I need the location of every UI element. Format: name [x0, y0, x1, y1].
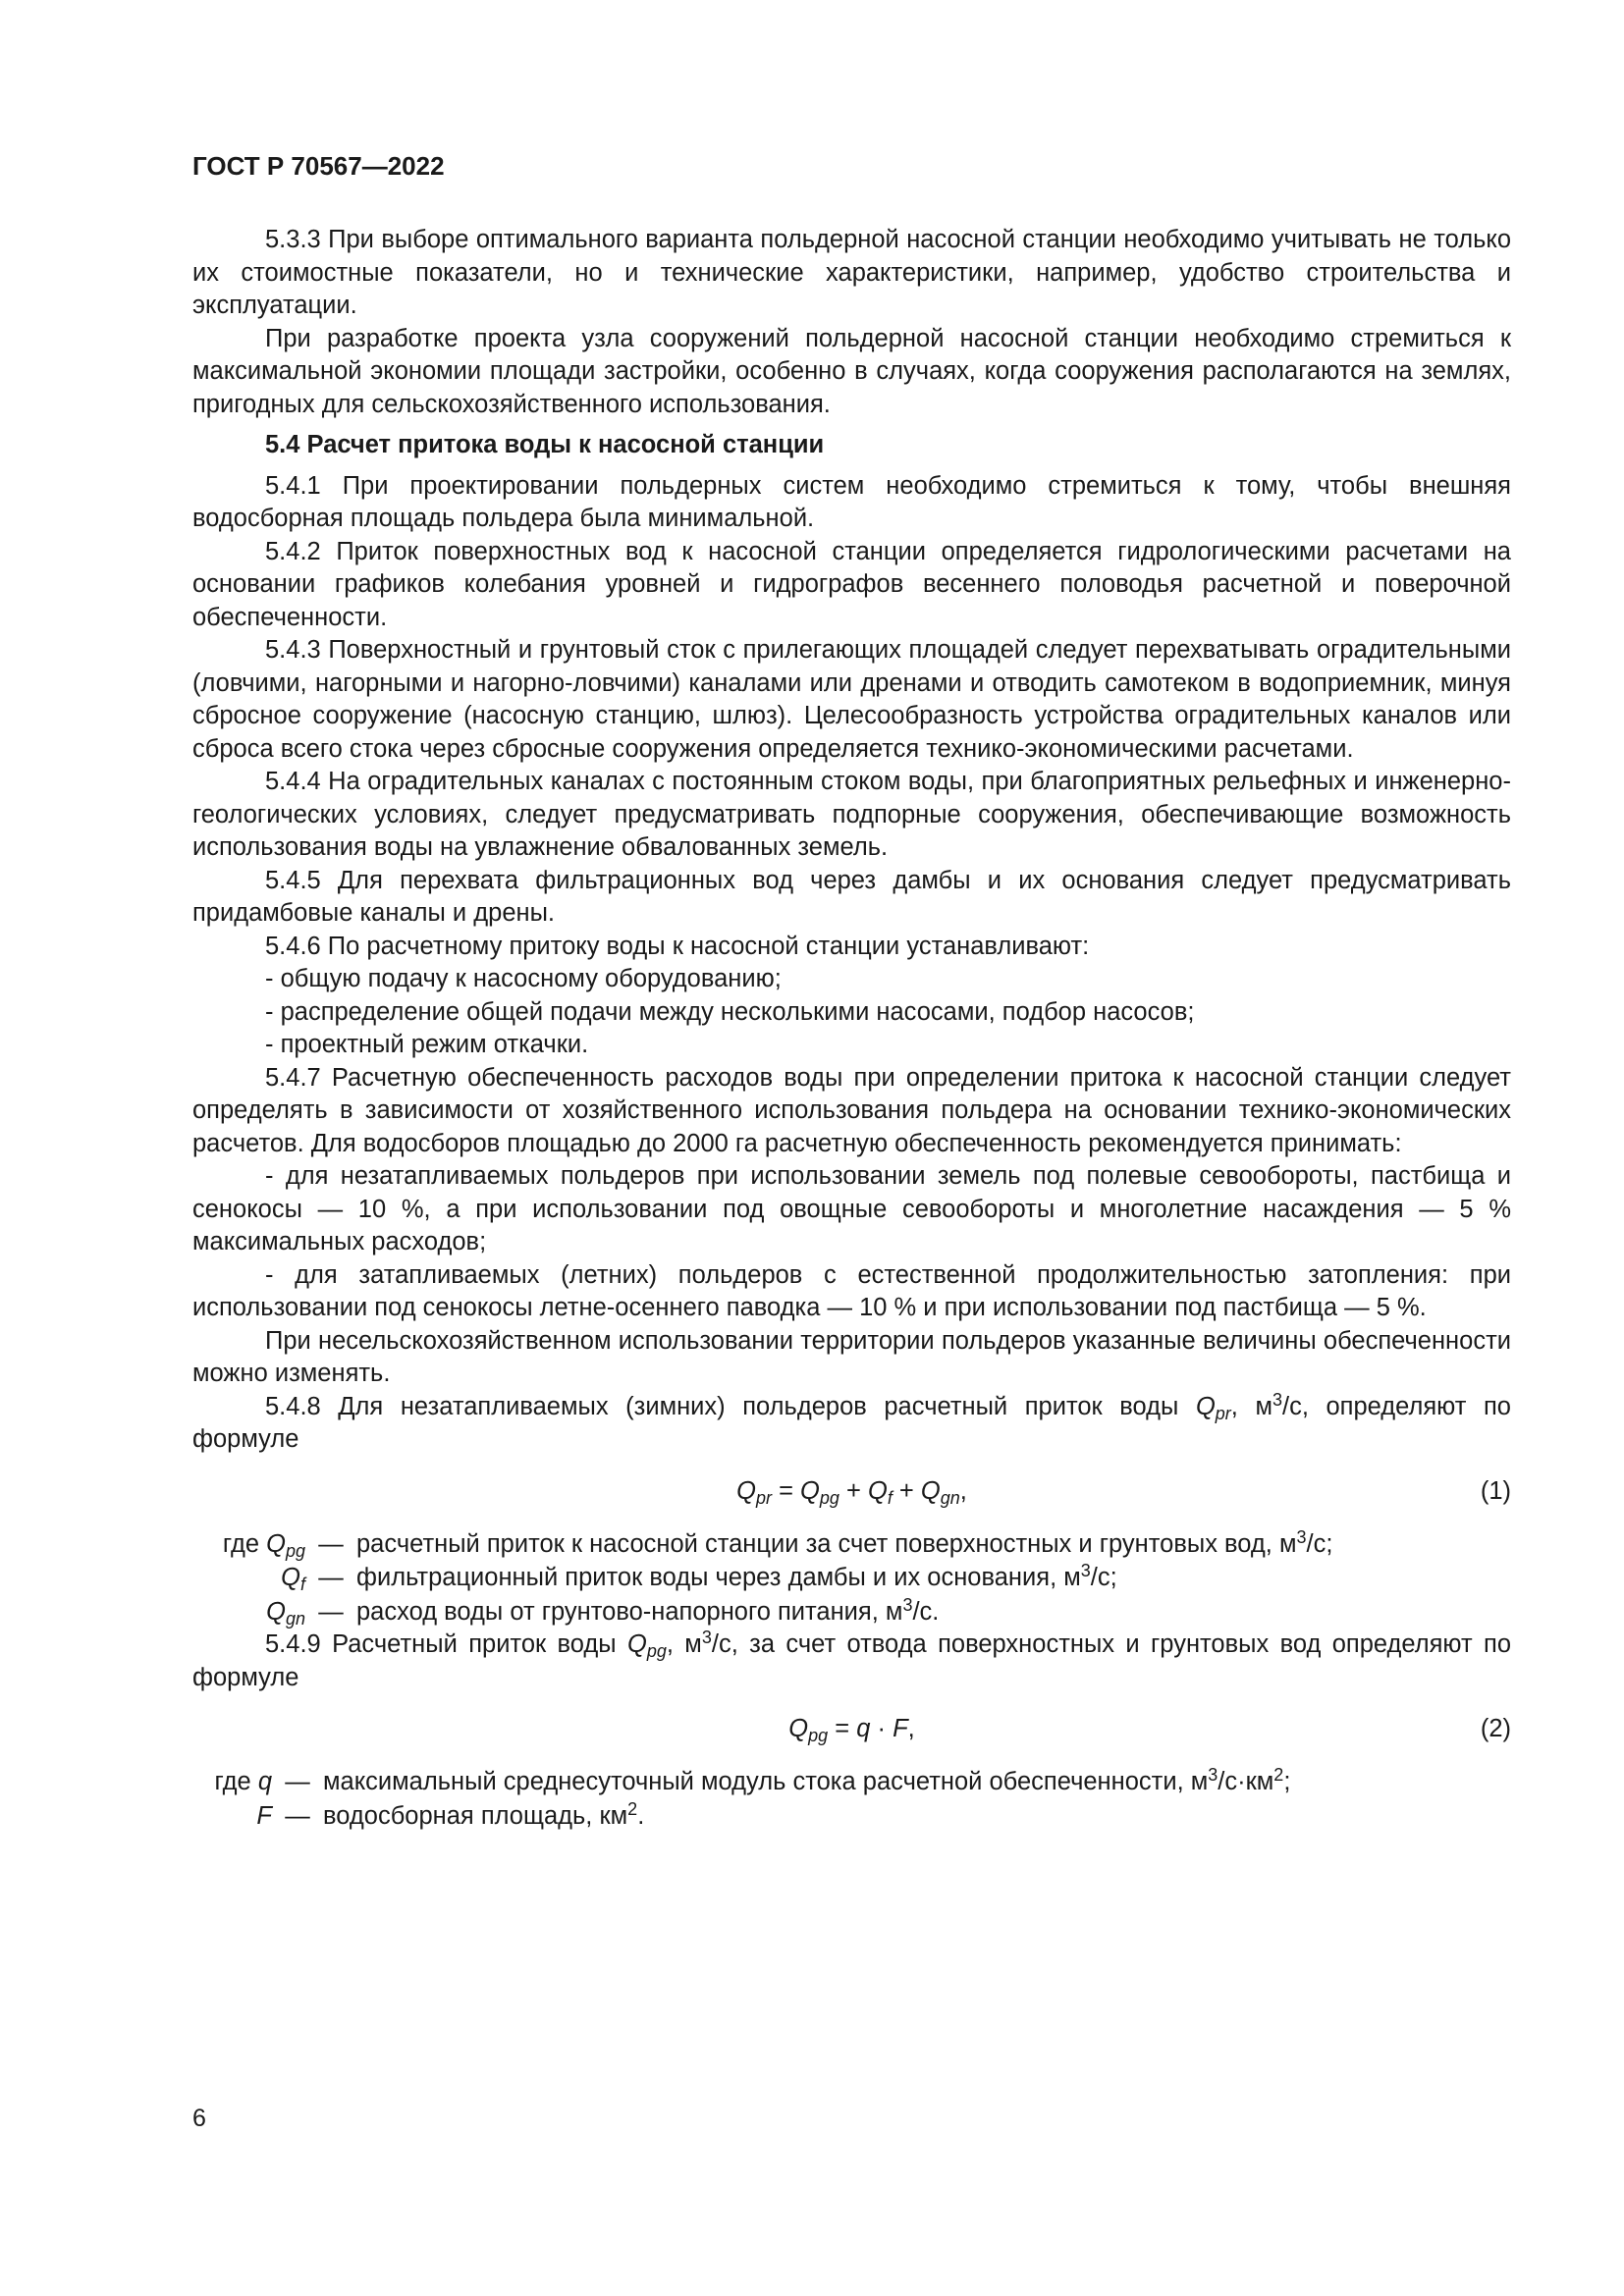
formula-1-expression: $Q_{pr} = Q_{pg} + Q_f + Q_{gn}$,: [736, 1476, 967, 1508]
paragraph-5-4-3: 5.4.3 Поверхностный и грунтовый сток с прилегающих площадей следует перехватывать оградительными (ловчими, нагорными и нагорно-ловчими) каналами или дренами и отводить самотеком в водоприемник, минуя сбросное сооружение (насосную станцию, шлюз). Целесообразность устройства оградительных каналов или сброса всего стока через сбросные сооружения определяется технико-экономическими расчетами.: [192, 636, 1511, 763]
list-item: - для затапливаемых (летних) польдеров с естественной продолжительностью затопления: при использовании под сенокосы летне-осеннего паводка — 10 % и при использовании под пастбища — 5 %.: [192, 1260, 1511, 1321]
list-item: - для незатапливаемых польдеров при использовании земель под полевые севообороты, пастбища и сенокосы — 10 %, а при использовании под овощные севообороты и многолетние насаждения — 5 % максимальных расходов;: [192, 1162, 1511, 1255]
document-body: [192, 224, 1511, 1833]
formula-1: [192, 1463, 1511, 1520]
paragraph-5-4-6: 5.4.6 По расчетному притоку воды к насосной станции устанавливают:: [265, 932, 1090, 960]
paragraph-5-4-7-note: При несельскохозяйственном использовании территории польдеров указанные величины обеспеченности можно изменять.: [192, 1326, 1511, 1387]
formula-1-legend-row: $Q_f$ — фильтрационный приток воды через дамбы и их основания, $м^3/с$;: [281, 1561, 1117, 1594]
formula-2-expression: $Q_{pg} = q \cdot F$,: [788, 1715, 915, 1745]
formula-2-legend-row: F — водосборная площадь, $км^2$.: [256, 1798, 645, 1830]
formula-1-legend-row: $Q_{gn}$ — расход воды от грунтово-напорного питания, $м^3/с$.: [266, 1594, 940, 1629]
paragraph-5-3-3-continued: При разработке проекта узла сооружений польдерной насосной станции необходимо стремиться к максимальной экономии площади застройки, особенно в случаях, когда сооружения располагаются на землях, пригодных для сельскохозяйственного использования.: [192, 324, 1511, 418]
formula-2-legend-row: где q — максимальный среднесуточный модуль стока расчетной обеспеченности, $м^3/с\cdot км^2$;: [214, 1765, 1291, 1795]
document-header: ГОСТ Р 70567—2022: [192, 151, 445, 181]
paragraph-5-4-4: 5.4.4 На оградительных каналах с постоянным стоком воды, при благоприятных рельефных и инженерно-геологических условиях, следует предусматривать подпорные сооружения, обеспечивающие возможность использования воды на увлажнение обвалованных земель.: [192, 768, 1511, 861]
paragraph-5-4-7: 5.4.7 Расчетную обеспеченность расходов воды при определении притока к насосной станции следует определять в зависимости от хозяйственного использования польдера на основании технико-экономических расчетов. Для водосборов площадью до 2000 га расчетную обеспеченность рекомендуется принимать:: [192, 1063, 1511, 1157]
paragraph-5-4-2: 5.4.2 Приток поверхностных вод к насосной станции определяется гидрологическими расчетами на основании графиков колебания уровней и гидрографов весеннего половодья расчетной и поверочной обеспеченности.: [192, 537, 1511, 631]
paragraph-5-4-1: 5.4.1 При проектировании польдерных систем необходимо стремиться к тому, чтобы внешняя водосборная площадь польдера была минимальной.: [192, 471, 1511, 532]
formula-2: [192, 1700, 1511, 1757]
list-item: - распределение общей подачи между несколькими насосами, подбор насосов;: [265, 997, 1195, 1026]
paragraph-5-4-9: 5.4.9 Расчетный приток воды $Q_{pg}$, $м^3/с$, за счет отвода поверхностных и грунтовых вод определяют по формуле: [192, 1628, 1511, 1691]
paragraph-5-3-3: 5.3.3 При выборе оптимального варианта польдерной насосной станции необходимо учитывать не только их стоимостные показатели, но и технические характеристики, например, удобство строительства и эксплуатации.: [192, 226, 1511, 319]
section-heading-5-4: 5.4 Расчет притока воды к насосной станции: [265, 431, 825, 458]
list-item: - проектный режим откачки.: [265, 1031, 589, 1058]
formula-1-number: (1): [1480, 1476, 1511, 1505]
list-item: - общую подачу к насосному оборудованию;: [265, 965, 782, 992]
page-number: 6: [192, 2105, 206, 2132]
formula-1-legend-row: где $Q_{pg}$ — расчетный приток к насосной станции за счет поверхностных и грунтовых вод, $м^3/с$;: [222, 1526, 1333, 1561]
paragraph-5-4-8: 5.4.8 Для незатапливаемых (зимних) польдеров расчетный приток воды $Q_{pr}$, $м^3/с$, определяют по формуле: [192, 1389, 1511, 1453]
paragraph-5-4-5: 5.4.5 Для перехвата фильтрационных вод через дамбы и их основания следует предусматривать придамбовые каналы и дрены.: [192, 866, 1511, 927]
formula-2-number: (2): [1480, 1715, 1511, 1742]
